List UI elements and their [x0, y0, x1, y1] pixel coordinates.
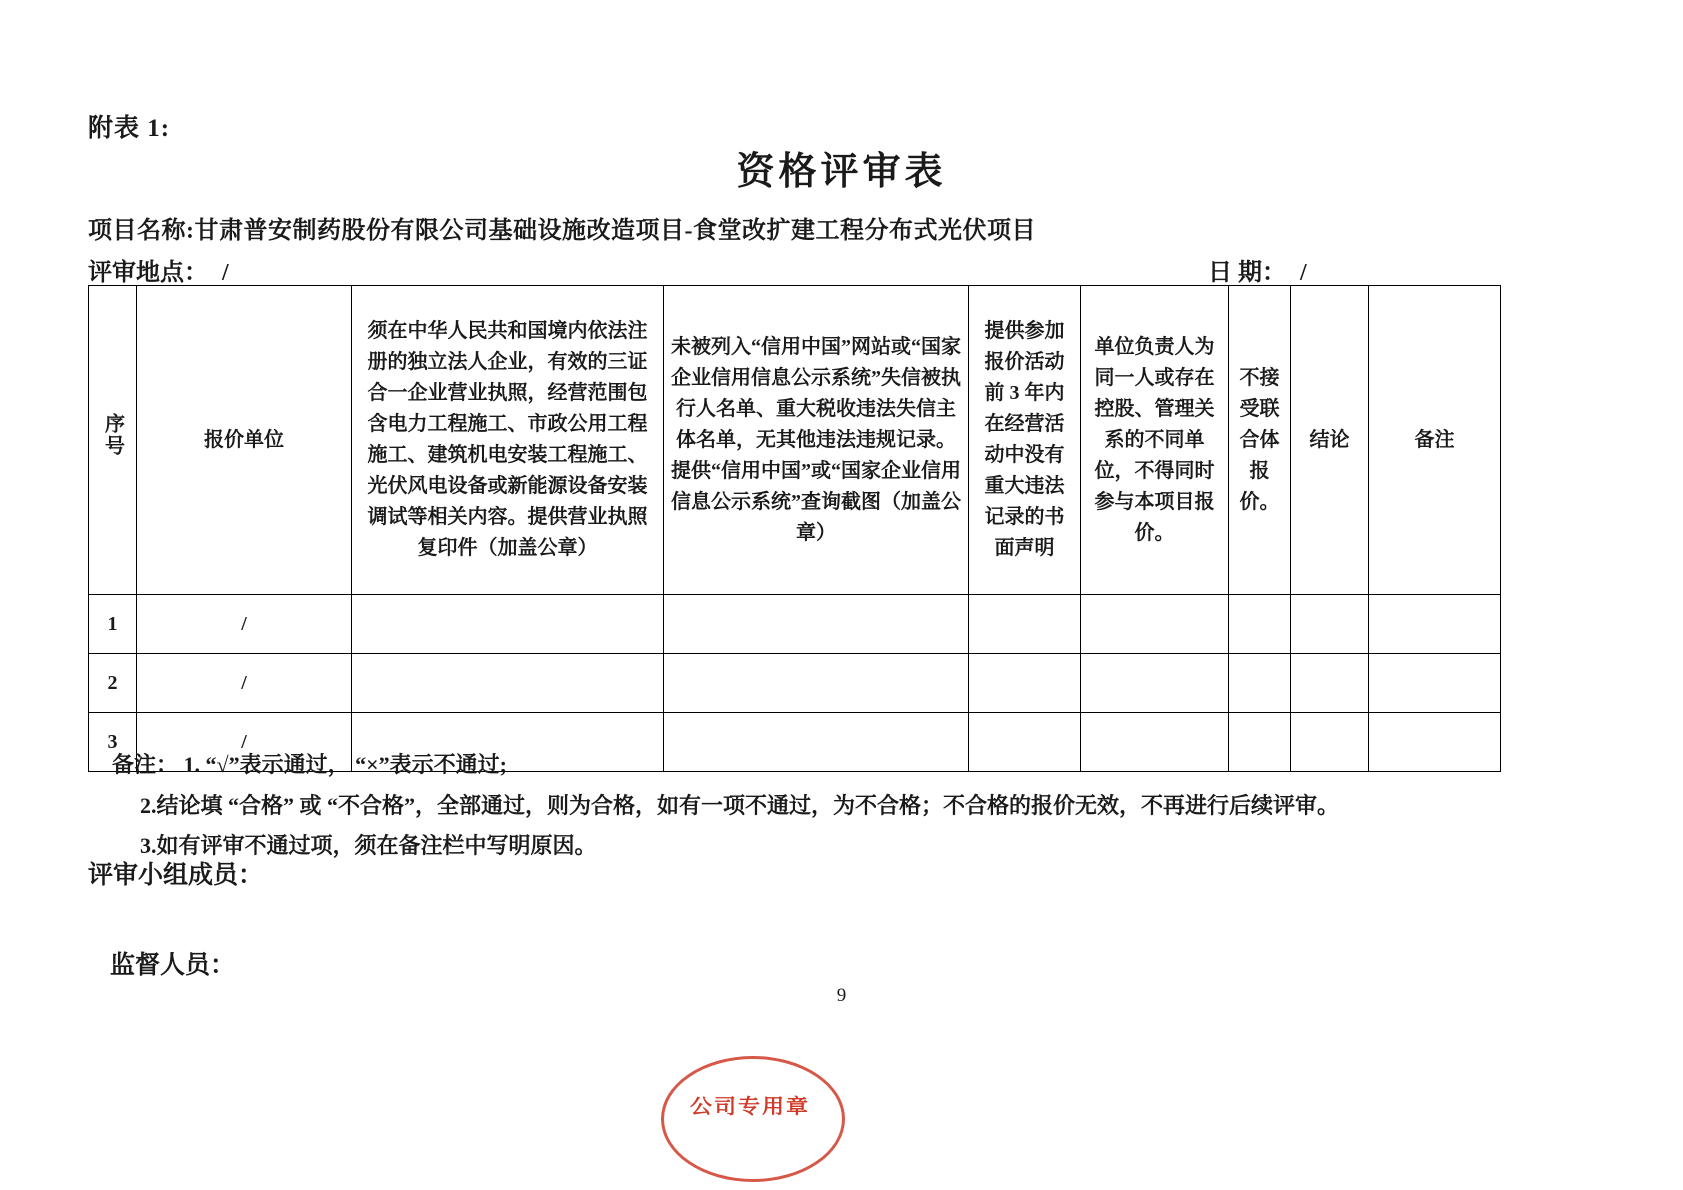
- qualification-review-table: [88, 285, 1501, 772]
- company-seal: [655, 1095, 845, 1188]
- review-place-line: [88, 252, 229, 287]
- review-place-value: /: [222, 260, 229, 286]
- table-notes: [112, 745, 1612, 867]
- header-conclusion: 结论: [1291, 286, 1369, 595]
- page-number: 9: [836, 985, 847, 1006]
- row-conclusion[interactable]: [1291, 595, 1369, 654]
- seal-text: 公司专用章: [689, 1095, 810, 1118]
- project-name-label: 项目名称:: [88, 218, 195, 244]
- supervisor-label: 监督人员：: [110, 952, 236, 979]
- note-line-2: 2.结论填 “合格” 或 “不合格”，全部通过，则为合格，如有一项不通过，为不合格；不合格的报价无效，不再进行后续评审。: [140, 792, 1340, 818]
- header-criterion-5: 不接受联合体报价。: [1229, 286, 1291, 595]
- header-criterion-4: 单位负责人为同一人或存在控股、管理关系的不同单位，不得同时参与本项目报价。: [1081, 286, 1229, 595]
- row-criterion-5[interactable]: [1229, 654, 1291, 713]
- header-seq: [89, 286, 137, 595]
- note-line-3: 3.如有评审不通过项，须在备注栏中写明原因。: [140, 833, 597, 859]
- row-criterion-1[interactable]: [352, 595, 664, 654]
- header-criterion-1: 须在中华人民共和国境内依法注册的独立法人企业，有效的三证合一企业营业执照，经营范围包含电力工程施工、市政公用工程施工、建筑机电安装工程施工、光伏风电设备或新能源设备安装调试等相关内容。提供营业执照复印件（加盖公章）: [352, 286, 664, 595]
- attachment-label: 附表 1:: [88, 115, 171, 142]
- project-name-value: 甘肃普安制药股份有限公司基础设施改造项目-食堂改扩建工程分布式光伏项目: [194, 218, 1036, 244]
- row-criterion-3[interactable]: [969, 654, 1081, 713]
- note-line-1: 备注： 1. “√”表示通过， “×”表示不通过;: [112, 752, 507, 777]
- row-remark[interactable]: [1369, 595, 1501, 654]
- header-criterion-2: 未被列入“信用中国”网站或“国家企业信用信息公示系统”失信被执行人名单、重大税收违法失信主体名单，无其他违法违规记录。提供“信用中国”或“国家企业信用信息公示系统”查询截图（加盖公章）: [664, 286, 969, 595]
- row-criterion-2[interactable]: [664, 595, 969, 654]
- header-unit: 报价单位: [137, 286, 352, 595]
- row-criterion-4[interactable]: [1081, 595, 1229, 654]
- project-name-line: [88, 210, 1036, 245]
- row-criterion-4[interactable]: [1081, 654, 1229, 713]
- table-row: [89, 654, 1501, 713]
- row-criterion-5[interactable]: [1229, 595, 1291, 654]
- table-header-row: [89, 286, 1501, 595]
- review-date-value: /: [1300, 260, 1307, 286]
- page-title: 资格评审表: [736, 148, 947, 193]
- row-unit[interactable]: /: [137, 654, 352, 713]
- row-criterion-3[interactable]: [969, 595, 1081, 654]
- row-unit[interactable]: /: [137, 713, 352, 772]
- row-seq: 1: [89, 595, 137, 654]
- header-criterion-3: 提供参加报价活动前 3 年内在经营活动中没有重大违法记录的书面声明: [969, 286, 1081, 595]
- row-conclusion[interactable]: [1291, 654, 1369, 713]
- row-criterion-1[interactable]: [352, 654, 664, 713]
- row-criterion-2[interactable]: [664, 654, 969, 713]
- header-remark: 备注: [1369, 286, 1501, 595]
- row-seq: 3: [89, 713, 137, 772]
- review-place-label: 评审地点：: [88, 260, 208, 286]
- table-row: [89, 595, 1501, 654]
- review-date-line: [1208, 252, 1307, 287]
- review-date-label: 日 期：: [1208, 260, 1286, 286]
- review-team-members-label: 评审小组成员：: [88, 862, 264, 889]
- header-seq-label: 序号: [101, 413, 124, 457]
- row-remark[interactable]: [1369, 654, 1501, 713]
- row-seq: 2: [89, 654, 137, 713]
- row-unit[interactable]: /: [137, 595, 352, 654]
